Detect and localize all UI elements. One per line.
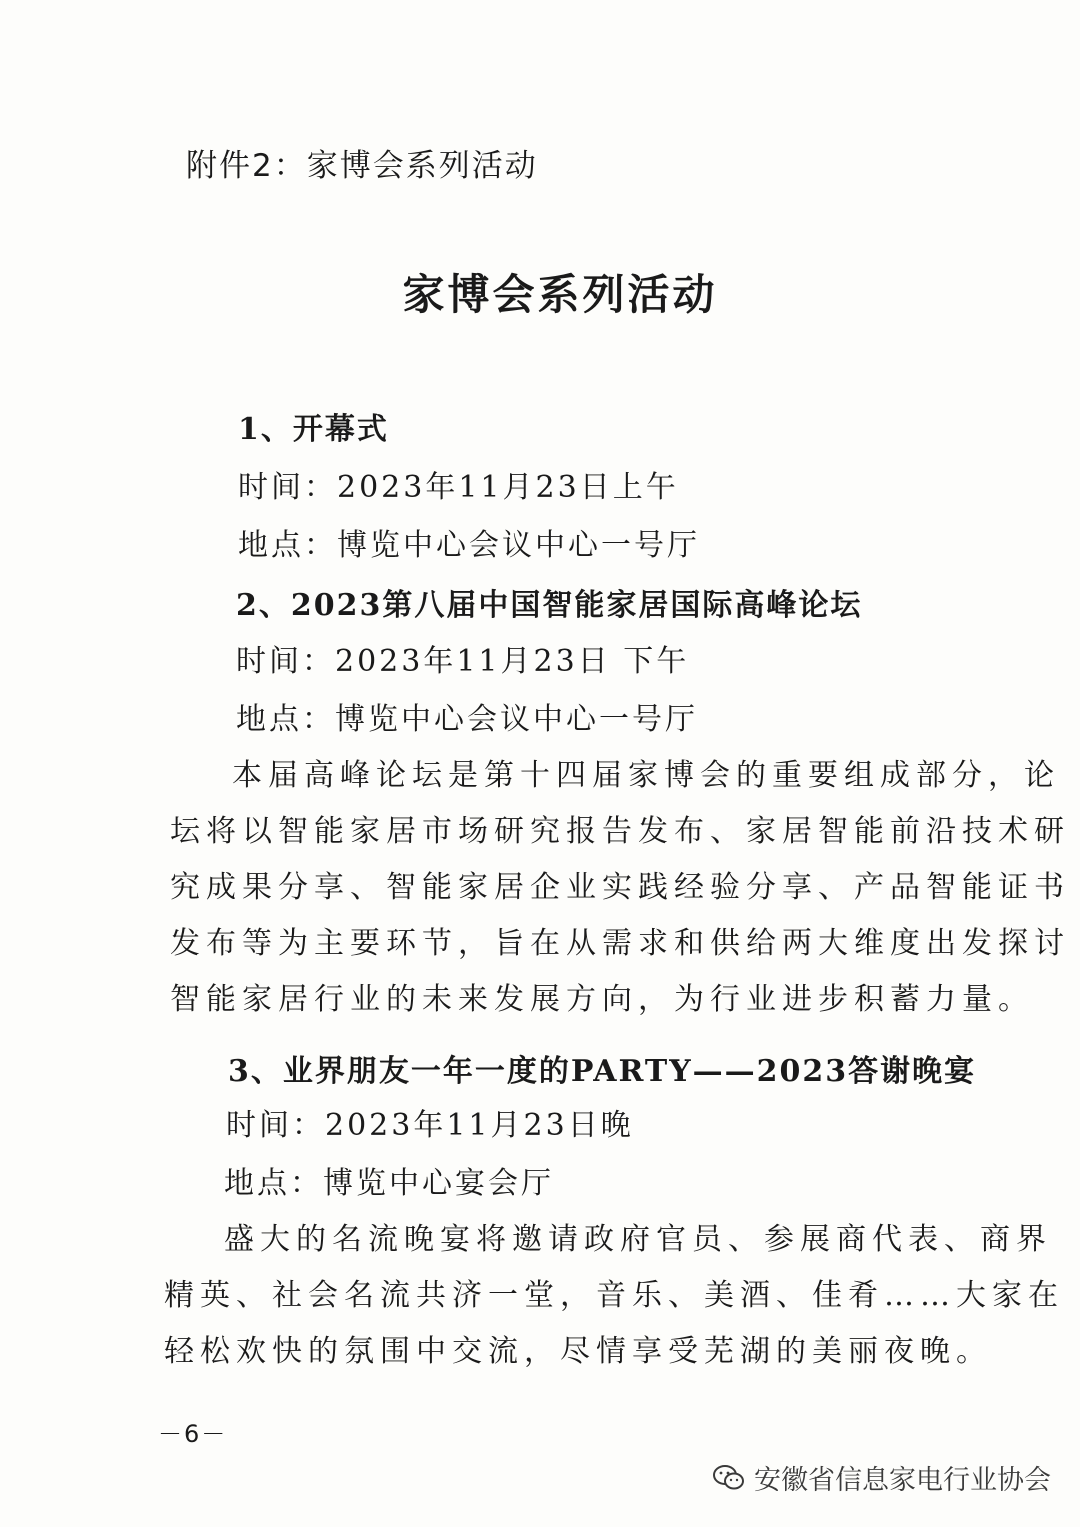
section-2-place: 地点：博览中心会议中心一号厅 bbox=[236, 702, 698, 737]
section-2-heading: 2、2023第八届中国智能家居国际高峰论坛 bbox=[236, 588, 863, 623]
section-2-paragraph bbox=[170, 748, 1070, 1028]
section-3-paragraph-line: 轻松欢快的氛围中交流，尽情享受芜湖的美丽夜晚。 bbox=[164, 1334, 992, 1369]
section-3-paragraph bbox=[164, 1212, 1064, 1380]
section-2-paragraph-line: 智能家居行业的未来发展方向，为行业进步积蓄力量。 bbox=[170, 982, 1034, 1017]
section-3-place: 地点：博览中心宴会厅 bbox=[224, 1166, 554, 1201]
watermark-text: 安徽省信息家电行业协会 bbox=[754, 1465, 1051, 1496]
section-3-paragraph-line: 盛大的名流晚宴将邀请政府官员、参展商代表、商界 bbox=[224, 1222, 1052, 1257]
section-1-heading: 1、开幕式 bbox=[238, 412, 389, 447]
section-1-time: 时间：2023年11月23日上午 bbox=[238, 470, 679, 505]
wechat-icon bbox=[712, 1463, 746, 1493]
section-2-paragraph-line: 坛将以智能家居市场研究报告发布、家居智能前沿技术研 bbox=[170, 814, 1070, 849]
section-3-heading: 3、业界朋友一年一度的PARTY——2023答谢晚宴 bbox=[228, 1054, 977, 1089]
section-3-paragraph-line: 精英、社会名流共济一堂，音乐、美酒、佳肴……大家在 bbox=[164, 1278, 1064, 1313]
section-3-time: 时间：2023年11月23日晚 bbox=[226, 1108, 634, 1143]
document-title: 家博会系列活动 bbox=[402, 270, 718, 319]
page-number: －6－ bbox=[158, 1420, 228, 1448]
section-2-paragraph-line: 发布等为主要环节，旨在从需求和供给两大维度出发探讨 bbox=[170, 926, 1070, 961]
section-1-place: 地点：博览中心会议中心一号厅 bbox=[238, 528, 700, 563]
section-2-time: 时间：2023年11月23日 下午 bbox=[236, 644, 690, 679]
attachment-label: 附件2：家博会系列活动 bbox=[186, 148, 538, 184]
section-2-paragraph-line: 究成果分享、智能家居企业实践经验分享、产品智能证书 bbox=[170, 870, 1070, 905]
section-2-paragraph-line: 本届高峰论坛是第十四届家博会的重要组成部分，论 bbox=[232, 758, 1060, 793]
watermark bbox=[712, 1458, 1051, 1497]
